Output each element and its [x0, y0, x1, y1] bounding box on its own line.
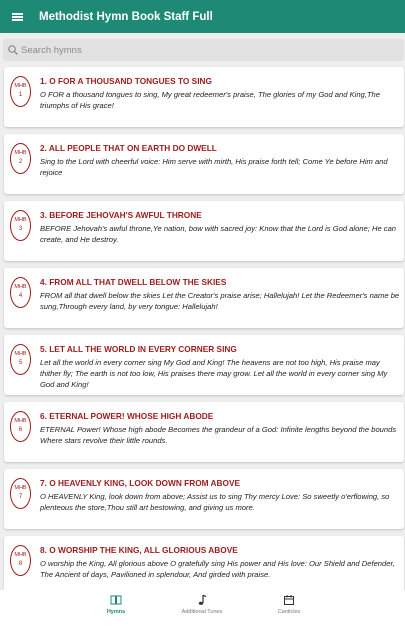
- hymn-title: 8. O WORSHIP THE KING, ALL GLORIOUS ABOVE: [40, 545, 238, 555]
- hymn-title: 2. ALL PEOPLE THAT ON EARTH DO DWELL: [40, 143, 217, 153]
- hymn-title: 6. ETERNAL POWER! WHOSE HIGH ABODE: [40, 411, 214, 421]
- hymn-number-badge: MHB 6: [10, 411, 31, 442]
- hymn-first-line: O worship the King, All glorious above O gratefully sing His power and His love: Our Shield and Defender, The Ancient of days, Pavilioned in splendour, And girded with praise.: [40, 559, 395, 579]
- hymn-number-badge: MHB 1: [10, 76, 31, 107]
- hymn-title: 5. LET ALL THE WORLD IN EVERY CORNER SING: [40, 344, 237, 354]
- hymn-first-line: Sing to the Lord with cheerful voice: Him serve with mirth, His praise forth tell; Come Ye before Him and rejoice: [40, 157, 388, 177]
- hymn-card[interactable]: [4, 469, 404, 529]
- menu-button[interactable]: [0, 0, 34, 33]
- hymn-title: 3. BEFORE JEHOVAH'S AWFUL THRONE: [40, 210, 202, 220]
- hymn-title: 1. O FOR A THOUSAND TONGUES TO SING: [40, 76, 212, 86]
- hymn-first-line: O HEAVENLY King, look down from above; Assist us to sing Thy mercy Love: So sweetly o'erflowing, so plenteous the store,Thou still art bestowing, and giving us more.: [40, 492, 390, 512]
- hymn-card[interactable]: [4, 402, 404, 462]
- hymn-first-line: FROM all that dwell below the skies Let the Creator's praise arise; Hallelujah! Let the Redeemer's name be sung,Through every land, by very tongue: Hallelujah!: [40, 291, 400, 311]
- nav-hymns[interactable]: Hymns: [66, 594, 166, 615]
- bottom-navigation: [0, 590, 405, 640]
- hymn-card[interactable]: [4, 134, 404, 194]
- hymn-title: 7. O HEAVENLY KING, LOOK DOWN FROM ABOVE: [40, 478, 241, 488]
- hymn-card[interactable]: [4, 268, 404, 328]
- hymn-first-line: ETERNAL Power! Whose high abode Becomes the grandeur of a God: Infinite lengths beyond the bounds Where stars revolve their little rounds.: [40, 425, 397, 445]
- hymn-number-badge: MHB 5: [10, 344, 31, 375]
- hymn-number-badge: MHB 4: [10, 277, 31, 308]
- hymn-card[interactable]: [4, 536, 404, 596]
- search-input[interactable]: [19, 45, 383, 56]
- search-bar[interactable]: [3, 39, 404, 61]
- calendar-icon: [283, 594, 295, 606]
- hymn-number-badge: MHB 3: [10, 210, 31, 241]
- search-icon: [7, 44, 19, 56]
- nav-additional-tunes[interactable]: Additional Tunes: [152, 594, 252, 615]
- book-icon: [110, 594, 122, 606]
- hymn-number-badge: MHB 7: [10, 478, 31, 509]
- music-note-icon: [196, 594, 208, 606]
- app-title: Methodist Hymn Book Staff Full: [39, 10, 213, 23]
- hymn-first-line: BEFORE Jehovah's awful throne,Ye nation, bow with sacred joy: Know that the Lord is God alone; He can create, and He destroy.: [40, 224, 397, 244]
- app-bar: [0, 0, 405, 33]
- hymn-card[interactable]: [4, 201, 404, 261]
- hymn-title: 4. FROM ALL THAT DWELL BELOW THE SKIES: [40, 277, 227, 287]
- hymn-card[interactable]: [4, 335, 404, 395]
- hymn-card[interactable]: [4, 67, 404, 127]
- hymn-first-line: O FOR a thousand tongues to sing, My great redeemer's praise, The glories of my God and King,The triumphs of His grace!: [40, 90, 380, 110]
- hymn-number-badge: MHB 8: [10, 545, 31, 576]
- hymn-first-line: Let all the world in every corner sing My God and King! The heavens are not too high, His praise may thither fly; The earth is not too low, His praises there may grow. Let all the world in every corner sing My God and King!: [40, 358, 388, 389]
- nav-canticles[interactable]: Canticles: [239, 594, 339, 615]
- hamburger-icon: [12, 13, 23, 21]
- hymn-number-badge: MHB 2: [10, 143, 31, 174]
